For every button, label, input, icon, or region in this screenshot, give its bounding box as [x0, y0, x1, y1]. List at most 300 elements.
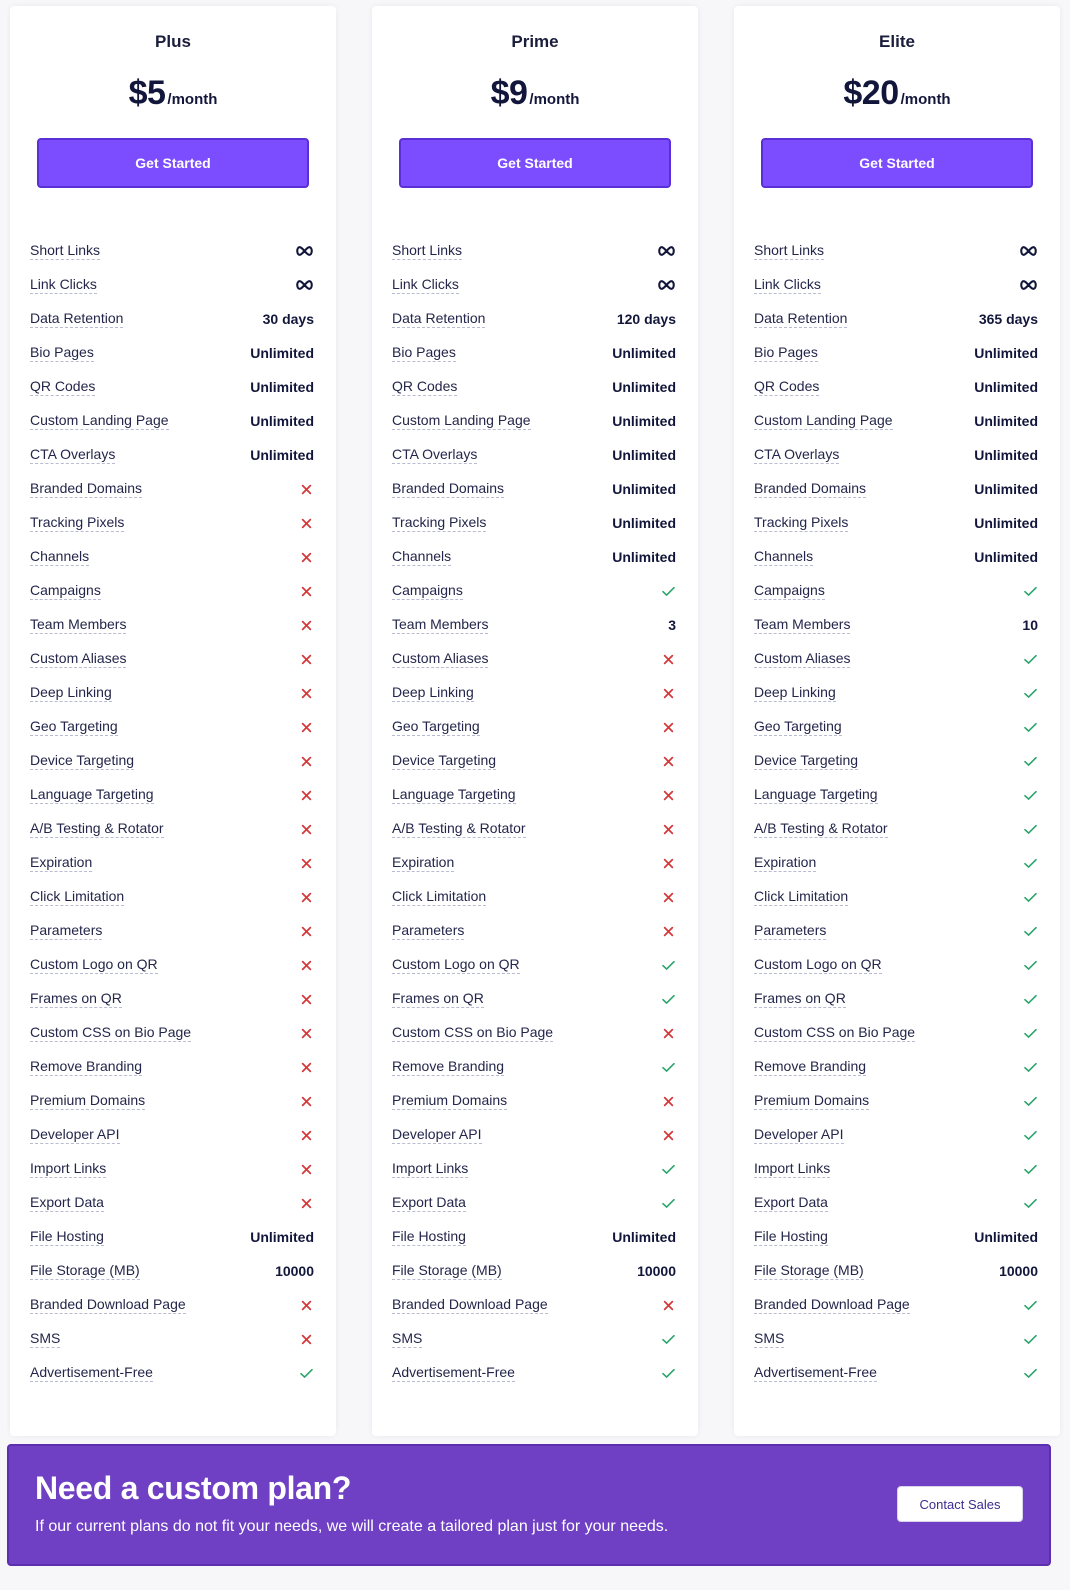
feature-row — [30, 302, 314, 336]
check-icon — [662, 1062, 676, 1073]
feature-value: Unlimited — [612, 447, 676, 463]
feature-row — [392, 336, 676, 370]
feature-row — [754, 710, 1038, 744]
feature-label[interactable]: Custom Landing Page — [30, 412, 169, 428]
feature-row — [30, 506, 314, 540]
feature-label[interactable]: A/B Testing & Rotator — [30, 820, 164, 836]
feature-value: Unlimited — [612, 379, 676, 395]
feature-row — [754, 574, 1038, 608]
x-icon — [663, 756, 676, 767]
feature-row — [392, 574, 676, 608]
feature-row — [30, 574, 314, 608]
feature-row — [30, 1322, 314, 1356]
feature-label[interactable]: Team Members — [30, 616, 127, 632]
feature-row — [754, 438, 1038, 472]
check-icon — [1024, 1130, 1038, 1141]
feature-row — [754, 268, 1038, 302]
x-icon — [663, 722, 676, 733]
feature-row — [30, 1016, 314, 1050]
feature-label[interactable]: A/B Testing & Rotator — [392, 820, 526, 836]
banner-title: Need a custom plan? — [35, 1470, 352, 1506]
feature-row — [754, 370, 1038, 404]
feature-row — [392, 1356, 676, 1390]
feature-value: Unlimited — [974, 413, 1038, 429]
feature-value: 10000 — [999, 1263, 1038, 1279]
feature-row — [754, 914, 1038, 948]
feature-row — [30, 1356, 314, 1390]
feature-label[interactable]: Data Retention — [754, 310, 848, 326]
check-icon — [1024, 586, 1038, 597]
check-icon — [662, 994, 676, 1005]
feature-label[interactable]: Channels — [392, 548, 452, 564]
x-icon — [301, 654, 314, 665]
feature-row — [30, 1288, 314, 1322]
feature-label[interactable]: Language Targeting — [30, 786, 154, 802]
feature-label[interactable]: Export Data — [754, 1194, 828, 1210]
feature-label[interactable]: Campaigns — [754, 582, 825, 598]
feature-label[interactable]: Frames on QR — [754, 990, 846, 1006]
x-icon — [663, 1300, 676, 1311]
feature-label[interactable]: Export Data — [392, 1194, 466, 1210]
feature-value: Unlimited — [612, 345, 676, 361]
feature-label[interactable]: Device Targeting — [392, 752, 497, 768]
feature-row — [30, 812, 314, 846]
x-icon — [301, 1164, 314, 1175]
feature-row — [30, 710, 314, 744]
feature-label[interactable]: Tracking Pixels — [30, 514, 125, 530]
feature-label[interactable]: Geo Targeting — [30, 718, 118, 734]
feature-row — [754, 1016, 1038, 1050]
x-icon — [663, 824, 676, 835]
feature-label[interactable]: File Storage (MB) — [30, 1262, 140, 1278]
feature-row — [754, 778, 1038, 812]
check-icon — [662, 1198, 676, 1209]
x-icon — [301, 1198, 314, 1209]
feature-row — [392, 1288, 676, 1322]
feature-label[interactable]: Developer API — [30, 1126, 120, 1142]
feature-list — [30, 234, 314, 1390]
feature-label[interactable]: Click Limitation — [754, 888, 849, 904]
feature-label[interactable]: Channels — [30, 548, 90, 564]
banner-subtitle: If our current plans do not fit your needs, we will create a tailored plan just for your needs. — [35, 1518, 669, 1535]
feature-label[interactable]: Data Retention — [392, 310, 486, 326]
feature-row — [392, 302, 676, 336]
feature-label[interactable]: Bio Pages — [392, 344, 456, 360]
pricing-plans — [10, 6, 1060, 1436]
feature-row — [754, 1254, 1038, 1288]
feature-row — [392, 880, 676, 914]
get-started-button[interactable]: Get Started — [37, 138, 309, 188]
feature-value: 10000 — [275, 1263, 314, 1279]
check-icon — [300, 1368, 314, 1379]
x-icon — [301, 688, 314, 699]
infinity-icon — [1019, 279, 1038, 291]
x-icon — [301, 1130, 314, 1141]
feature-row — [754, 846, 1038, 880]
feature-row — [30, 438, 314, 472]
feature-label[interactable]: Import Links — [30, 1160, 107, 1176]
feature-label[interactable]: Team Members — [754, 616, 851, 632]
infinity-icon — [657, 279, 676, 291]
feature-label[interactable]: Campaigns — [392, 582, 463, 598]
feature-label[interactable]: SMS — [392, 1330, 423, 1346]
check-icon — [1024, 824, 1038, 835]
feature-label[interactable]: Custom CSS on Bio Page — [392, 1024, 554, 1040]
check-icon — [1024, 790, 1038, 801]
x-icon — [301, 586, 314, 597]
feature-label[interactable]: File Hosting — [30, 1228, 104, 1244]
feature-row — [392, 1322, 676, 1356]
feature-value: Unlimited — [974, 481, 1038, 497]
feature-label[interactable]: Branded Domains — [30, 480, 143, 496]
infinity-icon — [295, 279, 314, 291]
feature-row — [754, 608, 1038, 642]
feature-value: Unlimited — [250, 413, 314, 429]
feature-row — [754, 880, 1038, 914]
feature-label[interactable]: Parameters — [30, 922, 103, 938]
price-period: /month — [529, 91, 580, 108]
feature-row — [392, 370, 676, 404]
get-started-button[interactable]: Get Started — [399, 138, 671, 188]
feature-label[interactable]: Expiration — [30, 854, 93, 870]
feature-label[interactable]: Short Links — [392, 242, 463, 258]
feature-label[interactable]: Custom Landing Page — [392, 412, 531, 428]
infinity-icon — [1019, 245, 1038, 257]
price-amount: $9 — [490, 74, 528, 112]
feature-list — [392, 234, 676, 1390]
feature-value: Unlimited — [974, 447, 1038, 463]
x-icon — [301, 1300, 314, 1311]
feature-label[interactable]: Expiration — [392, 854, 455, 870]
feature-label[interactable]: SMS — [30, 1330, 61, 1346]
feature-row — [30, 880, 314, 914]
feature-label[interactable]: Advertisement-Free — [392, 1364, 515, 1380]
feature-label[interactable]: Team Members — [392, 616, 489, 632]
feature-row — [30, 1084, 314, 1118]
feature-row — [392, 268, 676, 302]
feature-value: 3 — [668, 617, 676, 633]
feature-label[interactable]: Tracking Pixels — [392, 514, 487, 530]
x-icon — [301, 824, 314, 835]
feature-row — [392, 1186, 676, 1220]
feature-label[interactable]: Developer API — [754, 1126, 844, 1142]
feature-label[interactable]: Parameters — [754, 922, 827, 938]
feature-label[interactable]: Premium Domains — [754, 1092, 870, 1108]
feature-label[interactable]: Deep Linking — [392, 684, 474, 700]
feature-value: Unlimited — [250, 345, 314, 361]
feature-label[interactable]: A/B Testing & Rotator — [754, 820, 888, 836]
feature-row — [392, 540, 676, 574]
x-icon — [301, 1028, 314, 1039]
feature-value: 30 days — [262, 311, 314, 327]
feature-row — [392, 676, 676, 710]
feature-row — [30, 914, 314, 948]
plan-price — [10, 74, 336, 113]
feature-row — [30, 1220, 314, 1254]
check-icon — [1024, 1028, 1038, 1039]
feature-label[interactable]: Premium Domains — [392, 1092, 508, 1108]
get-started-button[interactable]: Get Started — [761, 138, 1033, 188]
x-icon — [301, 1096, 314, 1107]
feature-label[interactable]: Frames on QR — [30, 990, 122, 1006]
feature-label[interactable]: Advertisement-Free — [754, 1364, 877, 1380]
x-icon — [301, 484, 314, 495]
feature-row — [30, 336, 314, 370]
x-icon — [301, 620, 314, 631]
feature-value: Unlimited — [974, 379, 1038, 395]
feature-row — [392, 234, 676, 268]
feature-row — [754, 948, 1038, 982]
feature-row — [30, 1186, 314, 1220]
x-icon — [663, 688, 676, 699]
x-icon — [301, 926, 314, 937]
feature-label[interactable]: Click Limitation — [392, 888, 487, 904]
feature-label[interactable]: Geo Targeting — [392, 718, 480, 734]
x-icon — [663, 892, 676, 903]
feature-label[interactable]: Parameters — [392, 922, 465, 938]
feature-value: 10 — [1022, 617, 1038, 633]
feature-row — [392, 914, 676, 948]
feature-row — [754, 1050, 1038, 1084]
feature-label[interactable]: Custom Aliases — [392, 650, 489, 666]
feature-row — [754, 1288, 1038, 1322]
feature-label[interactable]: Link Clicks — [392, 276, 459, 292]
feature-label[interactable]: File Hosting — [392, 1228, 466, 1244]
feature-value: Unlimited — [974, 345, 1038, 361]
check-icon — [662, 1164, 676, 1175]
price-period: /month — [900, 91, 951, 108]
x-icon — [301, 1062, 314, 1073]
feature-row — [754, 1322, 1038, 1356]
feature-row — [392, 948, 676, 982]
plan-card-prime — [372, 6, 698, 1436]
feature-value: 365 days — [978, 311, 1038, 327]
feature-label[interactable]: Export Data — [30, 1194, 104, 1210]
check-icon — [1024, 892, 1038, 903]
check-icon — [1024, 1300, 1038, 1311]
feature-row — [754, 506, 1038, 540]
feature-label[interactable]: Developer API — [392, 1126, 482, 1142]
feature-label[interactable]: Premium Domains — [30, 1092, 146, 1108]
check-icon — [1024, 1198, 1038, 1209]
feature-label[interactable]: Short Links — [754, 242, 825, 258]
feature-label[interactable]: Custom Aliases — [30, 650, 127, 666]
feature-row — [30, 608, 314, 642]
feature-label[interactable]: Link Clicks — [754, 276, 821, 292]
feature-row — [392, 506, 676, 540]
check-icon — [1024, 926, 1038, 937]
feature-row — [30, 540, 314, 574]
feature-label[interactable]: Campaigns — [30, 582, 101, 598]
feature-label[interactable]: Remove Branding — [754, 1058, 867, 1074]
check-icon — [662, 586, 676, 597]
feature-label[interactable]: Advertisement-Free — [30, 1364, 153, 1380]
x-icon — [301, 858, 314, 869]
feature-row — [392, 1084, 676, 1118]
feature-row — [392, 1152, 676, 1186]
feature-label[interactable]: Branded Download Page — [392, 1296, 548, 1312]
feature-label[interactable]: Branded Download Page — [30, 1296, 186, 1312]
x-icon — [663, 926, 676, 937]
feature-label[interactable]: CTA Overlays — [754, 446, 840, 462]
feature-value: Unlimited — [612, 515, 676, 531]
feature-row — [30, 1118, 314, 1152]
check-icon — [662, 960, 676, 971]
feature-label[interactable]: Deep Linking — [754, 684, 836, 700]
feature-label[interactable]: QR Codes — [30, 378, 96, 394]
x-icon — [301, 1334, 314, 1345]
feature-value: Unlimited — [250, 1229, 314, 1245]
feature-row — [754, 404, 1038, 438]
check-icon — [1024, 1062, 1038, 1073]
feature-label[interactable]: File Storage (MB) — [392, 1262, 502, 1278]
check-icon — [662, 1334, 676, 1345]
feature-label[interactable]: Geo Targeting — [754, 718, 842, 734]
feature-row — [30, 982, 314, 1016]
feature-value: Unlimited — [612, 481, 676, 497]
feature-row — [392, 1254, 676, 1288]
feature-label[interactable]: Deep Linking — [30, 684, 112, 700]
plan-price — [734, 74, 1060, 113]
check-icon — [1024, 1164, 1038, 1175]
feature-row — [30, 404, 314, 438]
feature-label[interactable]: Device Targeting — [30, 752, 135, 768]
feature-label[interactable]: Custom Logo on QR — [30, 956, 158, 972]
feature-label[interactable]: Short Links — [30, 242, 101, 258]
feature-value: Unlimited — [612, 549, 676, 565]
feature-label[interactable]: QR Codes — [754, 378, 820, 394]
feature-label[interactable]: Bio Pages — [754, 344, 818, 360]
plan-card-plus — [10, 6, 336, 1436]
check-icon — [1024, 756, 1038, 767]
feature-label[interactable]: SMS — [754, 1330, 785, 1346]
contact-sales-button[interactable]: Contact Sales — [897, 1486, 1023, 1522]
feature-label[interactable]: Language Targeting — [392, 786, 516, 802]
feature-label[interactable]: Branded Download Page — [754, 1296, 910, 1312]
check-icon — [1024, 960, 1038, 971]
feature-label[interactable]: CTA Overlays — [392, 446, 478, 462]
check-icon — [1024, 688, 1038, 699]
feature-label[interactable]: Link Clicks — [30, 276, 97, 292]
price-amount: $5 — [128, 74, 166, 112]
feature-label[interactable]: Expiration — [754, 854, 817, 870]
feature-label[interactable]: CTA Overlays — [30, 446, 116, 462]
x-icon — [301, 756, 314, 767]
x-icon — [301, 960, 314, 971]
feature-label[interactable]: Branded Domains — [392, 480, 505, 496]
feature-row — [30, 744, 314, 778]
feature-row — [392, 438, 676, 472]
feature-label[interactable]: Import Links — [754, 1160, 831, 1176]
x-icon — [301, 790, 314, 801]
feature-label[interactable]: Language Targeting — [754, 786, 878, 802]
feature-label[interactable]: Click Limitation — [30, 888, 125, 904]
feature-row — [30, 948, 314, 982]
feature-value: 120 days — [616, 311, 676, 327]
x-icon — [301, 552, 314, 563]
feature-row — [754, 336, 1038, 370]
feature-label[interactable]: Bio Pages — [30, 344, 94, 360]
feature-row — [754, 1118, 1038, 1152]
feature-row — [30, 642, 314, 676]
feature-label[interactable]: Import Links — [392, 1160, 469, 1176]
feature-row — [754, 642, 1038, 676]
feature-value: Unlimited — [612, 413, 676, 429]
feature-label[interactable]: Frames on QR — [392, 990, 484, 1006]
plan-name: Elite — [879, 32, 915, 51]
check-icon — [1024, 722, 1038, 733]
x-icon — [301, 892, 314, 903]
feature-row — [30, 1254, 314, 1288]
feature-row — [30, 234, 314, 268]
feature-row — [754, 744, 1038, 778]
feature-value: Unlimited — [612, 1229, 676, 1245]
check-icon — [662, 1368, 676, 1379]
feature-label[interactable]: Custom CSS on Bio Page — [754, 1024, 916, 1040]
feature-row — [30, 846, 314, 880]
feature-label[interactable]: Custom Logo on QR — [754, 956, 882, 972]
feature-row — [392, 404, 676, 438]
feature-row — [392, 778, 676, 812]
feature-label[interactable]: Tracking Pixels — [754, 514, 849, 530]
x-icon — [663, 790, 676, 801]
plan-card-elite — [734, 6, 1060, 1436]
feature-label[interactable]: File Storage (MB) — [754, 1262, 864, 1278]
feature-row — [30, 676, 314, 710]
check-icon — [1024, 994, 1038, 1005]
x-icon — [663, 858, 676, 869]
feature-value: Unlimited — [974, 1229, 1038, 1245]
feature-label[interactable]: QR Codes — [392, 378, 458, 394]
feature-row — [392, 608, 676, 642]
feature-row — [392, 744, 676, 778]
plan-name: Plus — [155, 32, 191, 51]
price-amount: $20 — [843, 74, 899, 112]
custom-plan-banner — [7, 1444, 1051, 1566]
check-icon — [1024, 858, 1038, 869]
x-icon — [663, 1130, 676, 1141]
feature-row — [30, 370, 314, 404]
feature-label[interactable]: Branded Domains — [754, 480, 867, 496]
feature-row — [754, 1186, 1038, 1220]
check-icon — [1024, 1368, 1038, 1379]
feature-row — [754, 676, 1038, 710]
feature-row — [754, 812, 1038, 846]
feature-row — [392, 982, 676, 1016]
feature-value: Unlimited — [974, 549, 1038, 565]
feature-row — [392, 1118, 676, 1152]
feature-label[interactable]: Channels — [754, 548, 814, 564]
feature-row — [30, 472, 314, 506]
feature-label[interactable]: Custom Logo on QR — [392, 956, 520, 972]
feature-value: Unlimited — [974, 515, 1038, 531]
feature-label[interactable]: Remove Branding — [392, 1058, 505, 1074]
feature-label[interactable]: Device Targeting — [754, 752, 859, 768]
x-icon — [663, 1096, 676, 1107]
feature-row — [392, 472, 676, 506]
feature-label[interactable]: Remove Branding — [30, 1058, 143, 1074]
feature-row — [392, 1050, 676, 1084]
feature-label[interactable]: Custom CSS on Bio Page — [30, 1024, 192, 1040]
feature-row — [392, 1220, 676, 1254]
feature-row — [392, 812, 676, 846]
feature-row — [392, 846, 676, 880]
feature-row — [30, 778, 314, 812]
feature-label[interactable]: Custom Aliases — [754, 650, 851, 666]
feature-label[interactable]: File Hosting — [754, 1228, 828, 1244]
feature-label[interactable]: Data Retention — [30, 310, 124, 326]
feature-label[interactable]: Custom Landing Page — [754, 412, 893, 428]
